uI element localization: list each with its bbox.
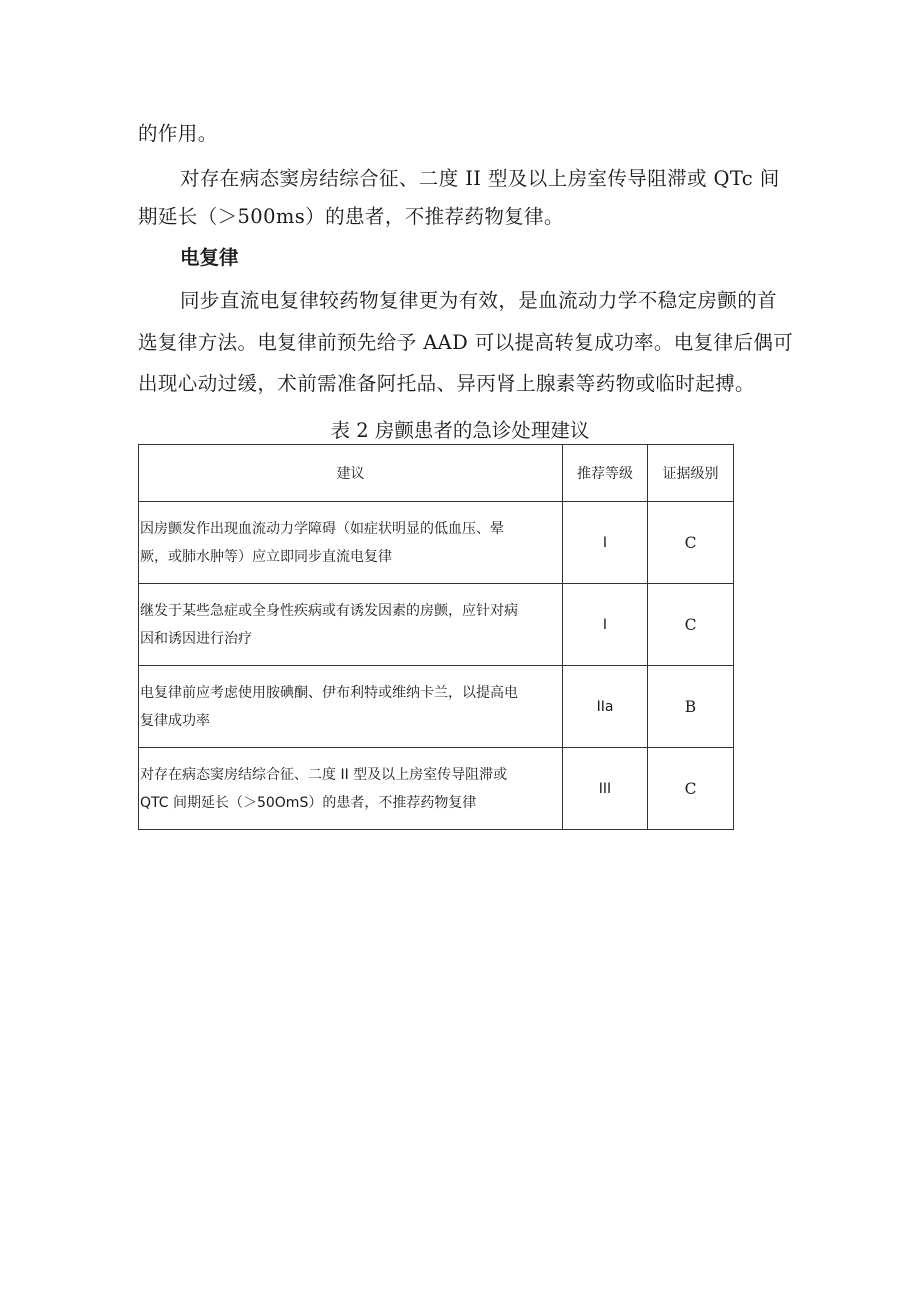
table-row [139,584,734,666]
evidence-level-cell: C [648,748,734,830]
paragraph-line: 选复律方法。电复律前预先给予 AAD 可以提高转复成功率。电复律后偶可 [138,331,794,354]
grade-cell: IIa [563,666,648,748]
recommendation-text: 对存在病态窦房结综合征、二度 II 型及以上房室传导阻滞或 [140,766,508,783]
table-row [139,666,734,748]
recommendation-text: 复律成功率 [140,712,210,729]
paragraph-line: 同步直流电复律较药物复律更为有效，是血流动力学不稳定房颤的首 [180,289,778,312]
header-recommendation: 建议 [139,445,563,502]
recommendation-cell [139,666,563,748]
evidence-level-cell: C [648,502,734,584]
paragraph-line: 对存在病态窦房结综合征、二度 II 型及以上房室传导阻滞或 QTc 间 [180,167,780,190]
recommendation-text: 厥，或肺水肿等）应立即同步直流电复律 [140,548,392,565]
recommendation-table [138,444,734,830]
table-caption: 表 2 房颤患者的急诊处理建议 [330,419,590,442]
header-evidence-level: 证据级别 [648,445,734,502]
recommendation-text: 因房颤发作出现血流动力学障碍（如症状明显的低血压、晕 [140,520,504,537]
recommendation-cell [139,502,563,584]
recommendation-text: 继发于某些急症或全身性疾病或有诱发因素的房颤，应针对病 [140,602,518,619]
paragraph-line: 的作用。 [138,122,218,145]
paragraph-line: 出现心动过缓，术前需准备阿托品、异丙肾上腺素等药物或临时起搏。 [138,372,755,395]
recommendation-text: 因和诱因进行治疗 [140,630,252,647]
table-header-row [139,445,734,502]
table-row [139,502,734,584]
recommendation-cell [139,584,563,666]
grade-cell: III [563,748,648,830]
evidence-level-cell: B [648,666,734,748]
section-heading: 电复律 [180,246,239,269]
recommendation-text: 电复律前应考虑使用胺碘酮、伊布利特或维纳卡兰，以提高电 [140,684,518,701]
recommendation-cell [139,748,563,830]
evidence-level-cell: C [648,584,734,666]
table-row [139,748,734,830]
grade-cell: I [563,584,648,666]
grade-cell: I [563,502,648,584]
header-grade: 推荐等级 [563,445,648,502]
paragraph-line: 期延长（＞500ms）的患者，不推荐药物复律。 [138,205,564,228]
recommendation-text: QTC 间期延长（＞50OmS）的患者，不推荐药物复律 [140,794,477,811]
